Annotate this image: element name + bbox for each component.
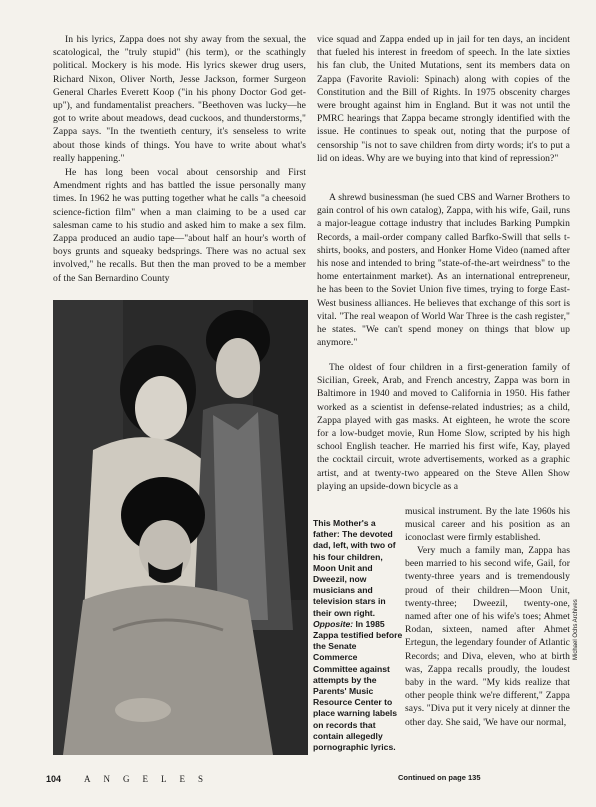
col1-paragraph-1: In his lyrics, Zappa does not shy away from the sexual, the scatological, the "truly stupid" (his term), or the scathingly political. Mockery is his mode. His lyrics skewer drug users, Richard Nixon, Oliver North, Jesse Jackson, former Surgeon General Charles Everett Koop ("in his phony Doctor God get-up"), and fundamentalist preachers. "Beethoven was lucky—he got to write about meadows, dead cuckoos, and thunderstorms," Zappa says. "In the twentieth century, it's senseless to write about those kinds of things. You have to write about what's really happening." (53, 34, 306, 164)
photo-credit: Michael Ochs Archives (573, 599, 579, 660)
col2-paragraph-3: The oldest of four children in a first-generation family of Sicilian, Greek, Arab, and French ancestry, Zappa was born in Baltimore in 1940 and moved to California in 1950. His father worked as a scientist in defense-related industries; as a child, Zappa played with gas masks. At eighteen, he wrote the score for a low-budget movie, Run Home Slow, scripted by his high school English teacher. He married his first wife, Kay, played the cocktail circuit, wrote advertisements, worked as a graphic artist, and at twenty-two appeared on the Steve Allen Show playing an upside-down bicycle as a (317, 362, 570, 492)
family-photo (53, 300, 308, 755)
photo-illustration (53, 300, 308, 755)
col2-paragraph-2: A shrewd businessman (he sued CBS and Warner Brothers to gain control of his own catalog), Zappa, with his wife, Gail, runs a major-league cottage industry that includes Barking Pumpkin Records, a mail-order company called Barfko-Swill that sells t-shirts, books, and posters, and Honker Home Video (named after his nose and intended to bring "state-of-the-art weirdness" to the home entertainment market). As an international entrepreneur, he has been to the Soviet Union five times, trying to forge East-West business alliances. He believes that exchange of this sort is vital. "The real weapon of World War Three is the cash register," he states. "We can't spend money on things that blow up anymore." (317, 192, 570, 349)
col2-paragraph-3-cont: musical instrument. By the late 1960s his musical career and his position as an iconoclast were firmly established. (405, 506, 570, 544)
caption-opposite-label: Opposite: (313, 618, 354, 629)
col1-paragraph-2: He has long been vocal about censorship and First Amendment rights and has battled the issue personally many times. In 1962 he was putting together what he calls "a cheesoid science-fiction film" when a man claiming to be a used car salesman came to his studio and asked him to make a sex film. Zappa produced an audio tape—"about half an hour's worth of boys grunts and squeaky bedsprings. There was no actual sex involved," he recalls. But then the man proved to be a member of the San Bernardino County (53, 167, 306, 284)
col2-paragraph-1: vice squad and Zappa ended up in jail for ten days, an incident that fueled his interest in freedom of speech. In the late sixties his fan club, the United Mutations, sent its members data on Zappa (Favorite Ravioli: Spinach) along with copies of the Constitution and the Bill of Rights. In 1975 obscenity charges were brought against him in England. But it was not until the PMRC hearings that Zappa became strongly identified with the issue. He continues to speak out, noting that the purpose of censorship "is not to save children from dirty words; it's to put a lid on ideas. Why are we buying into that kind of repression?" (317, 34, 570, 164)
col2-paragraph-4: Very much a family man, Zappa has been married to his second wife, Gail, for twenty-three years and is tremendously proud of their children—Moon Unit, twenty-three; Dweezil, twenty-one, named after one of his wife's toes; Ahmet Rodan, sixteen, named after Ahmet Ertegun, the legendary founder of Atlantic Records; and Diva, eleven, who at birth was, Zappa recalls proudly, the loudest baby in the ward. "My kids realize that other people think we're different," Zappa says. "Diva put it very nicely at dinner the other day. She said, 'We have our normal, (405, 545, 570, 728)
page-number: 104 (46, 774, 62, 784)
continued-note: Continued on page 135 (398, 773, 481, 782)
magazine-name: ANGELES (84, 774, 216, 784)
caption-rest: In 1985 Zappa testified before the Senate Commerce Committee against attempts by the Parents' Music Resource Center to place warning labels on records that contain allegedly pornographic lyrics. (313, 618, 403, 753)
photo-caption (313, 518, 403, 753)
caption-lead: This Mother's a father: The devoted dad, left, with two of his four children, Moon Unit and Dweezil, now musicians and television stars in their own right. (313, 518, 396, 618)
